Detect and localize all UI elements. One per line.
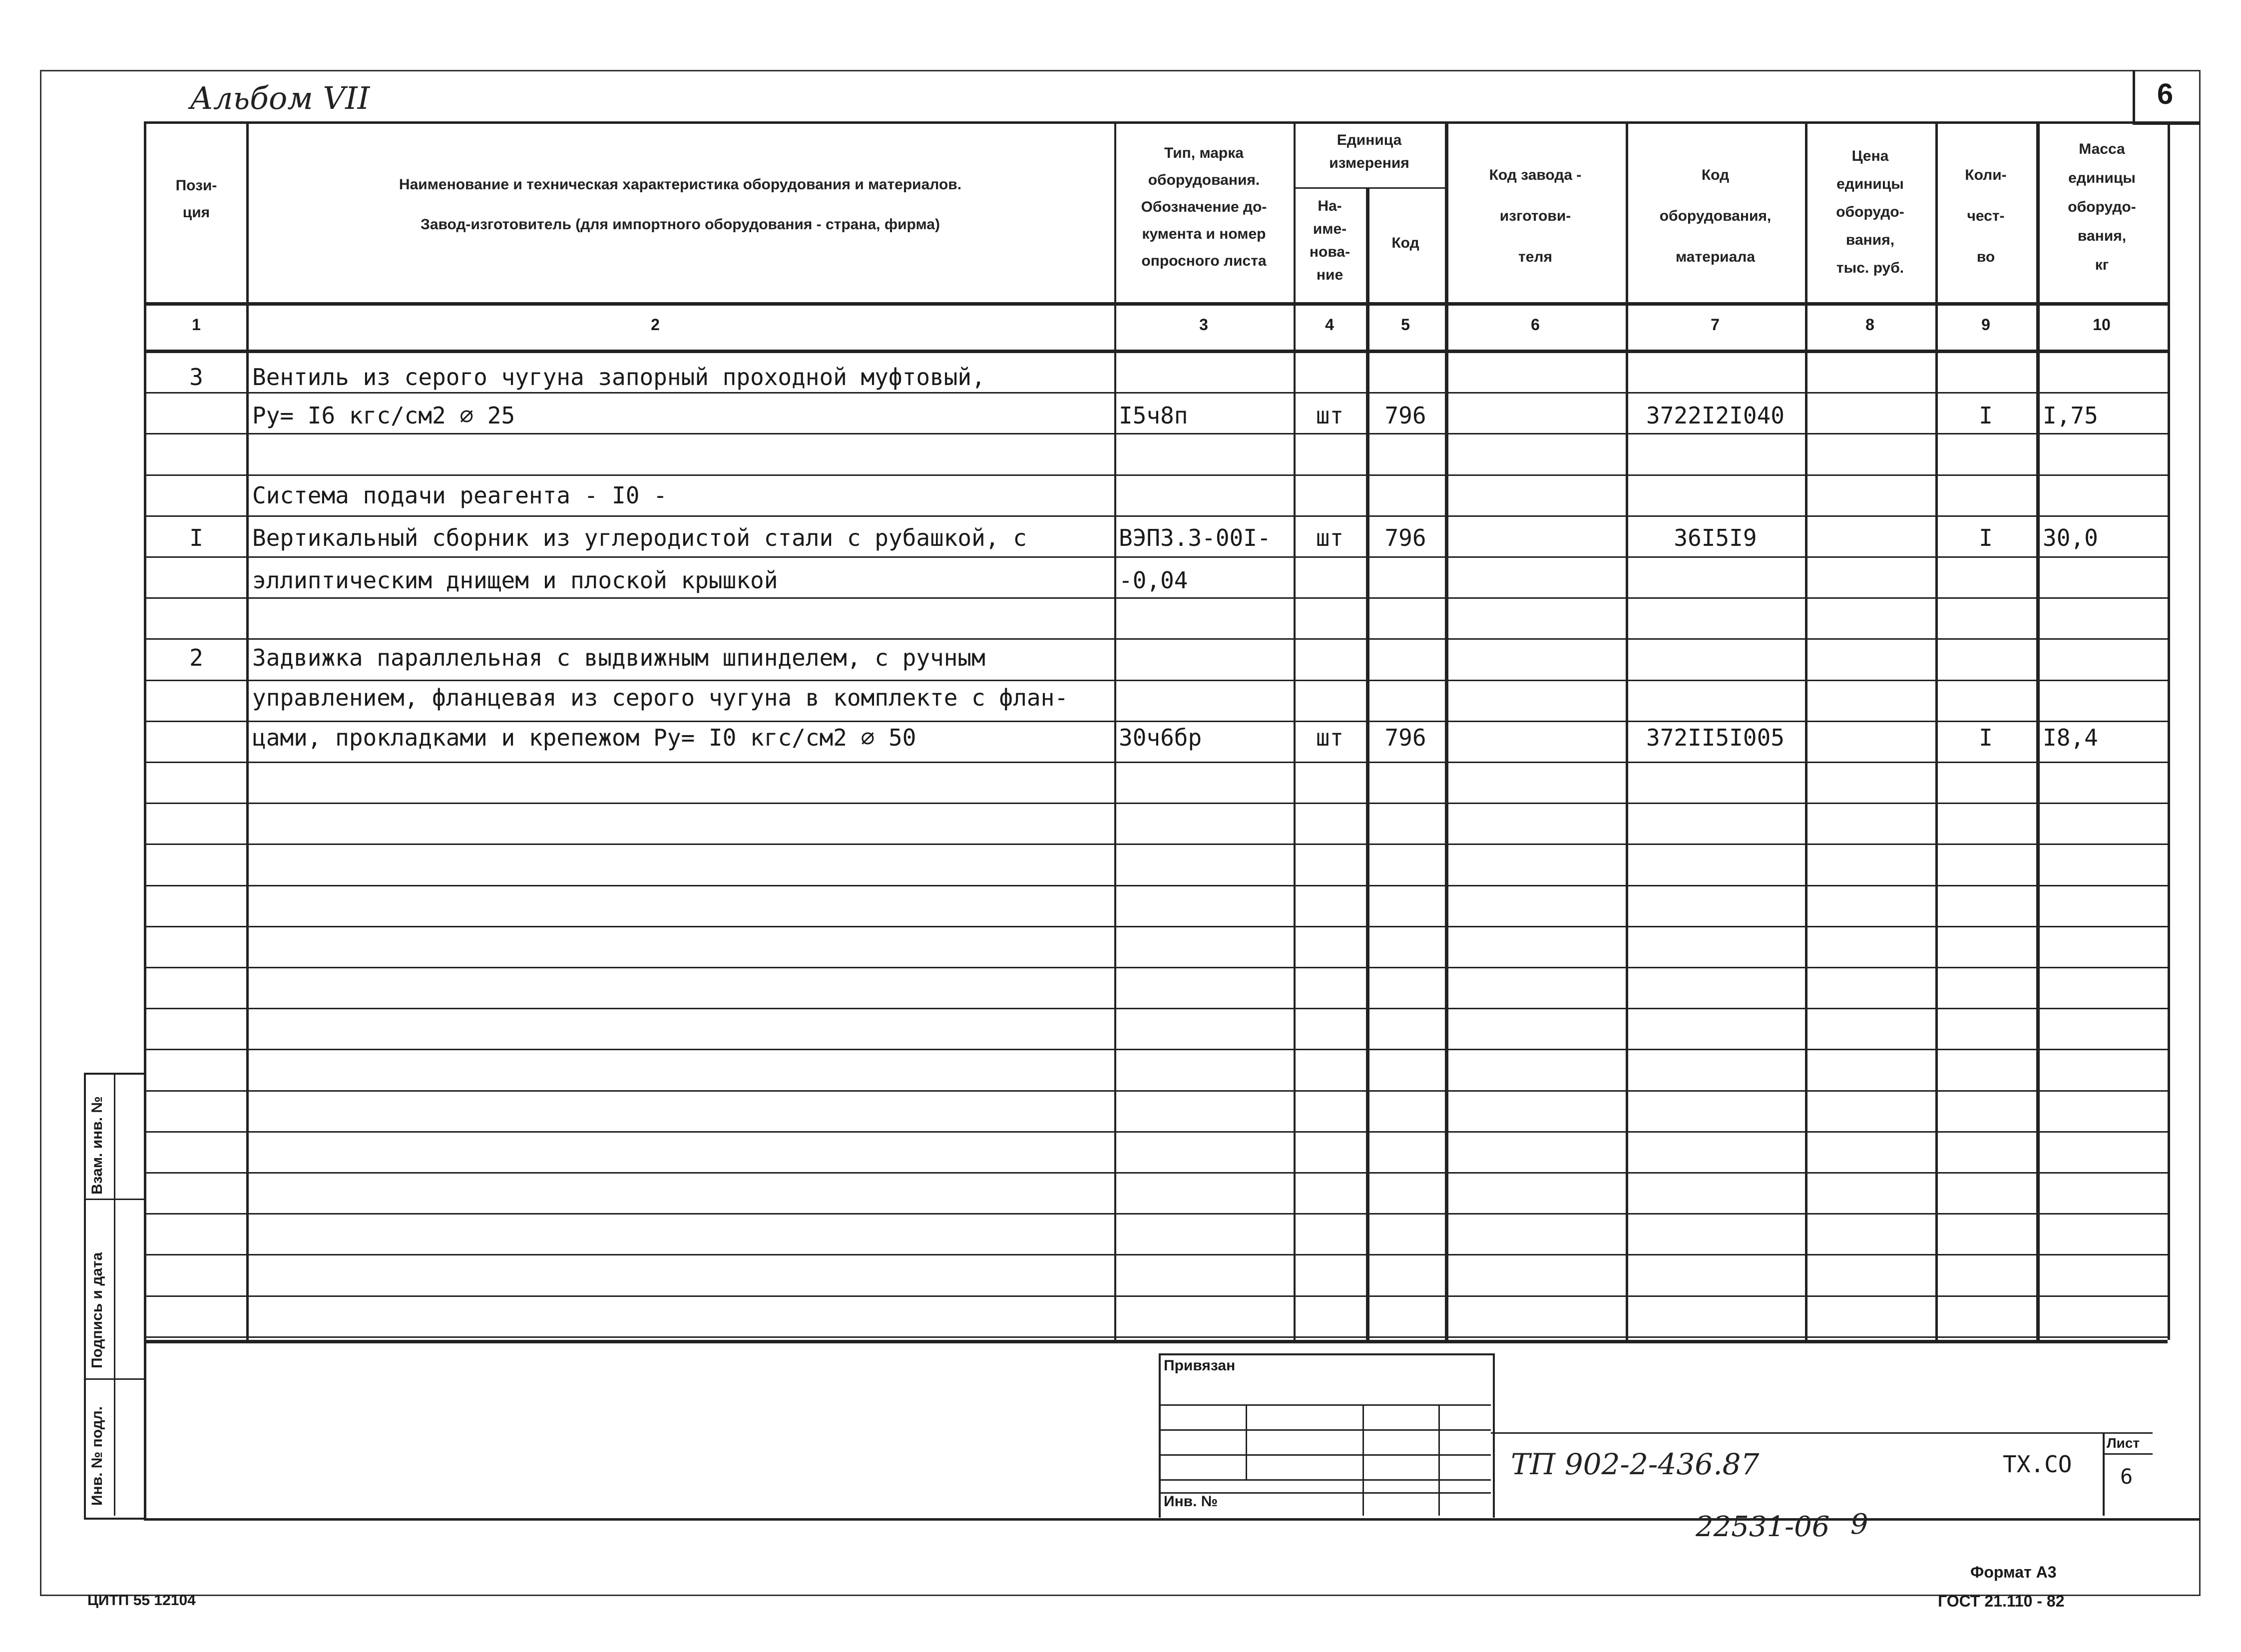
row-rule	[144, 1336, 2168, 1338]
cell-code: 796	[1384, 524, 1426, 551]
header-unit-group: Единица измерения	[1329, 132, 1409, 171]
cell-unit: шт	[1316, 524, 1344, 551]
table-bottom-line	[144, 1340, 2168, 1343]
privyazan-line-3	[1159, 1454, 1491, 1456]
row-rule	[144, 392, 2168, 394]
header-unit-code: Код	[1391, 235, 1419, 251]
cell-qty: I	[1979, 724, 1993, 751]
col-line-10	[2168, 121, 2170, 1340]
row-rule	[144, 1172, 2168, 1174]
colnum-2: 2	[651, 316, 660, 334]
side-stamp-line-1	[84, 1199, 144, 1200]
cell-eqcode: 372II5I005	[1646, 724, 1785, 751]
side-label-vzam: Взам. инв. №	[89, 1096, 105, 1195]
row-rule	[144, 1008, 2168, 1009]
row-rule	[144, 1254, 2168, 1255]
archive-sheet: 9	[1850, 1508, 1868, 1541]
colnum-9: 9	[1981, 316, 1990, 334]
row-rule	[144, 967, 2168, 968]
cell-mass: 30,0	[2043, 524, 2098, 551]
unit-group-line	[1294, 187, 1445, 189]
row-rule	[144, 474, 2168, 476]
cell-qty: I	[1979, 402, 1993, 429]
privyazan-line-2	[1159, 1429, 1491, 1431]
cell-mass: I8,4	[2043, 724, 2098, 751]
header-equipment-code: Код оборудования, материала	[1659, 167, 1772, 265]
cell-type: ВЭПЗ.3-00I-	[1119, 524, 1271, 551]
side-stamp-line-2	[84, 1378, 144, 1380]
row-rule	[144, 762, 2168, 763]
colnum-10: 10	[2093, 316, 2111, 334]
cell-code: 796	[1384, 402, 1426, 429]
cell-pos: I	[189, 524, 203, 551]
privyazan-vline-1	[1246, 1404, 1247, 1479]
side-stamp-divider	[114, 1073, 115, 1516]
colnum-bottom-line	[144, 350, 2168, 353]
row-rule	[144, 926, 2168, 927]
citp-label: ЦИТП 55 12104	[87, 1592, 196, 1609]
doc-code: ТХ.СО	[2003, 1451, 2072, 1478]
header-type: Тип, марка оборудования. Обозначение до- кумента и номер опросного листа	[1141, 145, 1267, 269]
row-rule	[144, 433, 2168, 434]
cell-unit: шт	[1316, 724, 1344, 751]
col-line-4	[1366, 187, 1369, 1340]
colnum-4: 4	[1325, 316, 1334, 334]
cell-name: Вертикальный сборник из углеродистой стали с рубашкой, с	[252, 524, 1027, 551]
cell-eqcode: 3722I2I040	[1646, 402, 1785, 429]
colnum-6: 6	[1531, 316, 1540, 334]
colnum-5: 5	[1401, 316, 1410, 334]
cell-type: I5ч8п	[1119, 402, 1188, 429]
row-rule	[144, 803, 2168, 804]
album-title: Альбом VII	[190, 80, 370, 116]
gost-label: ГОСТ 21.110 - 82	[1938, 1592, 2065, 1610]
cell-name: цами, прокладками и крепежом Ру= I0 кгс/см2 ∅ 50	[252, 724, 916, 751]
cell-eqcode: 36I5I9	[1674, 524, 1757, 551]
side-label-inv-podl: Инв. № подл.	[89, 1406, 105, 1506]
corner-number: 6	[2157, 78, 2174, 110]
header-quantity: Коли- чест- во	[1965, 167, 2007, 265]
row-rule	[144, 1213, 2168, 1215]
cell-type: 30ч6бр	[1119, 724, 1202, 751]
row-rule	[144, 1049, 2168, 1050]
cell-name: Система подачи реагента - I0 -	[252, 482, 667, 509]
privyazan-line-1	[1159, 1404, 1491, 1406]
colnum-7: 7	[1711, 316, 1720, 334]
header-name: Наименование и техническая характеристика оборудования и материалов. Завод-изготовитель (для импортного оборудования - страна, фирма)	[399, 176, 962, 233]
cell-name: Ру= I6 кгс/см2 ∅ 25	[252, 402, 515, 429]
archive-number: 22531-06	[1696, 1511, 1830, 1543]
sheet-value: 6	[2120, 1464, 2133, 1489]
cell-qty: I	[1979, 524, 1993, 551]
row-rule	[144, 680, 2168, 681]
sheet-label: Лист	[2107, 1435, 2140, 1451]
row-rule	[144, 1131, 2168, 1133]
cell-name: Задвижка параллельная с выдвижным шпинделем, с ручным	[252, 644, 985, 671]
cell-name: эллиптическим днищем и плоской крышкой	[252, 567, 778, 594]
inv-no-label: Инв. №	[1164, 1493, 1218, 1510]
row-rule	[144, 597, 2168, 599]
row-rule	[144, 638, 2168, 640]
header-position: Пози- ция	[175, 177, 217, 221]
row-rule	[144, 721, 2168, 722]
header-price: Цена единицы оборудо- вания, тыс. руб.	[1836, 148, 1904, 276]
cell-unit: шт	[1316, 402, 1344, 429]
cell-type: -0,04	[1119, 567, 1188, 594]
row-rule	[144, 1295, 2168, 1297]
header-mass: Масса единицы оборудо- вания, кг	[2068, 141, 2136, 273]
row-rule	[144, 843, 2168, 845]
format-label: Формат А3	[1970, 1563, 2057, 1581]
row-rule	[144, 1090, 2168, 1092]
header-mfr-code: Код завода - изготови- теля	[1489, 167, 1582, 265]
privyazan-label: Привязан	[1164, 1357, 1236, 1374]
privyazan-vline-3	[1438, 1404, 1440, 1516]
colnum-1: 1	[192, 316, 201, 334]
cell-name: Вентиль из серого чугуна запорный проходной муфтовый,	[252, 364, 985, 391]
doc-number: ТП 902-2-436.87	[1511, 1447, 1760, 1481]
cell-code: 796	[1384, 724, 1426, 751]
row-rule	[144, 556, 2168, 558]
privyazan-line-4	[1159, 1479, 1491, 1481]
cell-pos: 3	[189, 364, 203, 391]
colnum-8: 8	[1865, 316, 1874, 334]
row-rule	[144, 515, 2168, 517]
header-unit-name: На- име- нова- ние	[1309, 198, 1350, 283]
colnum-3: 3	[1199, 316, 1208, 334]
cell-name: управлением, фланцевая из серого чугуна в комплекте с флан-	[252, 684, 1068, 711]
cell-pos: 2	[189, 644, 203, 671]
privyazan-vline-2	[1362, 1404, 1364, 1516]
side-label-podpis: Подпись и дата	[89, 1252, 105, 1368]
row-rule	[144, 885, 2168, 886]
cell-mass: I,75	[2043, 402, 2098, 429]
title-block-top	[1491, 1432, 2153, 1434]
header-bottom-line	[144, 302, 2168, 306]
